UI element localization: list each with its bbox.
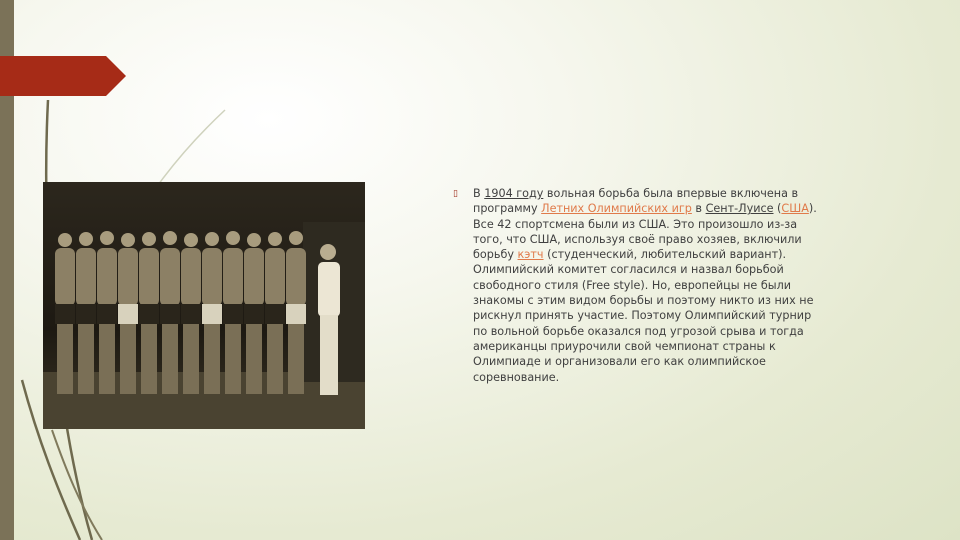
wrestler-figure bbox=[160, 231, 180, 394]
wrestler-figure bbox=[286, 231, 306, 394]
text-run: вольная борьба была впервые включена в программу bbox=[473, 187, 799, 216]
wrestler-figure bbox=[202, 232, 222, 394]
title-accent-tab bbox=[0, 56, 126, 96]
inline-link[interactable]: Сент-Луисе bbox=[705, 202, 774, 216]
wrestler-figure bbox=[265, 232, 285, 394]
body-text bbox=[455, 186, 825, 385]
coach-figure bbox=[318, 244, 340, 395]
text-run: ( bbox=[773, 202, 782, 216]
wrestler-figure bbox=[244, 233, 264, 394]
wrestler-figure bbox=[181, 233, 201, 394]
wrestler-figure bbox=[97, 231, 117, 394]
wrestler-figure bbox=[118, 233, 138, 394]
text-run: ). Все 42 спортсмена были из США. Это произошло из-за того, что США, используя своё право хозяев, включили борьбу bbox=[473, 202, 817, 262]
olympic-history-paragraph bbox=[473, 186, 825, 385]
wrestler-figure bbox=[139, 232, 159, 394]
inline-link[interactable]: 1904 году bbox=[484, 187, 544, 200]
inline-link[interactable]: Летних Олимпийских игр bbox=[541, 202, 692, 216]
wrestler-figure bbox=[223, 231, 243, 394]
inline-link[interactable]: США bbox=[781, 202, 809, 216]
text-run: в bbox=[691, 202, 706, 216]
text-run: (студенческий, любительский вариант). Олимпийский комитет согласился и назвал борьбой свободного стиля (Free style). Но, европейцы не были знакомы с этим видом борьбы и поэтому никто из них не рискнул принять участие. Поэтому Олимпийский турнир по вольной борьбе оказался под угрозой срыва и тогда американцы приурочили свой чемпионат страны к Олимпиаде и организовали его как олимпийское соревнование. bbox=[473, 248, 814, 384]
wrestler-figure bbox=[55, 233, 75, 394]
bullet-icon: ▯ bbox=[453, 189, 458, 199]
text-run: В bbox=[473, 187, 485, 200]
inline-link[interactable]: кэтч bbox=[517, 248, 544, 262]
wrestler-figure bbox=[76, 232, 96, 394]
wrestlers-photo bbox=[43, 182, 365, 429]
